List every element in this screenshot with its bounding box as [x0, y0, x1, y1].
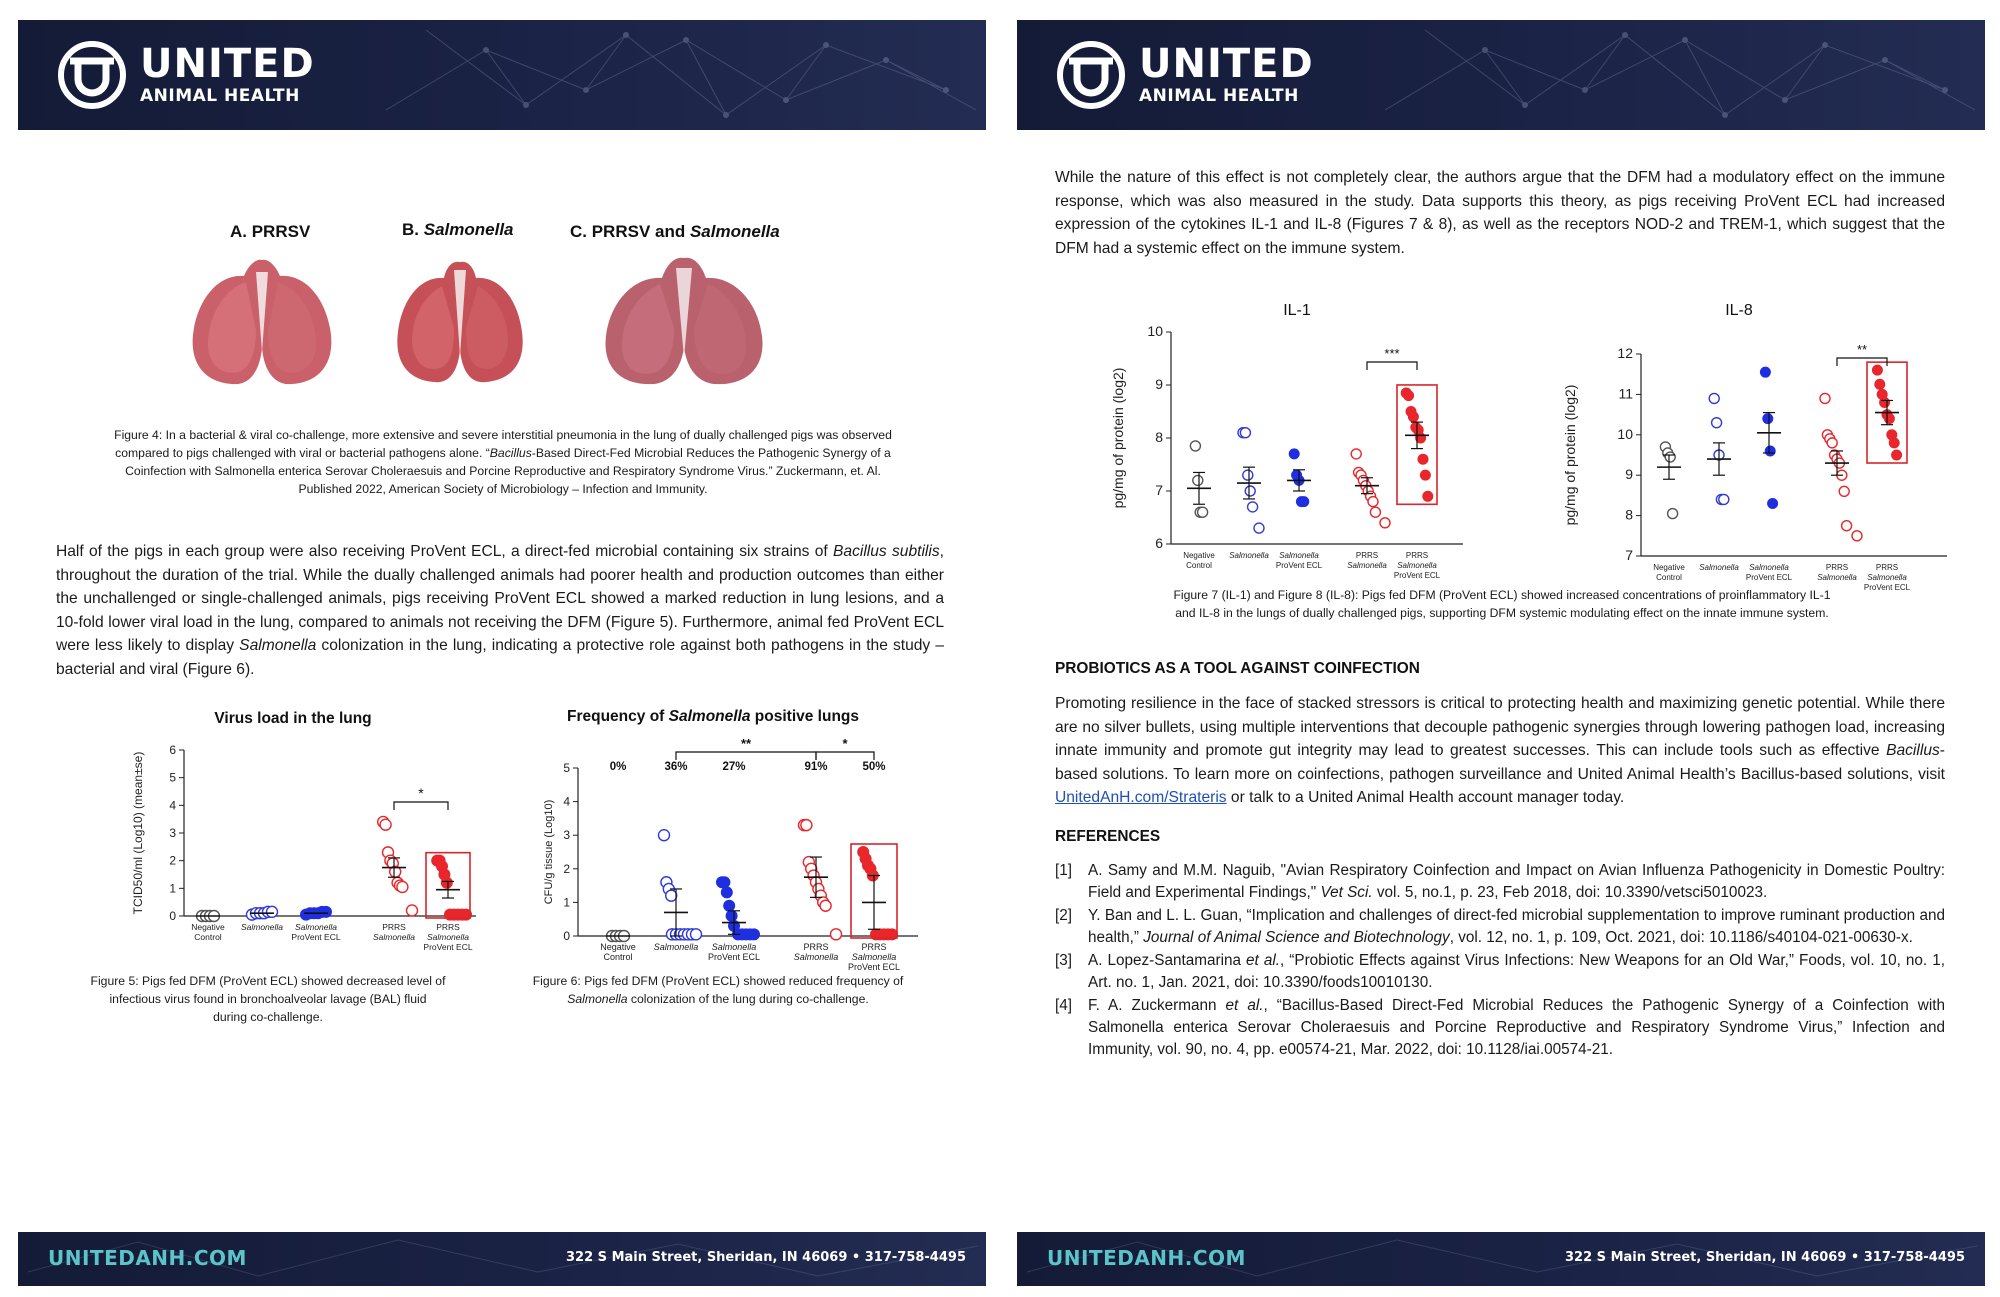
y-tick-label: 12 [1617, 345, 1633, 361]
data-point [1240, 428, 1250, 438]
data-point [1198, 507, 1208, 517]
category-label: Salmonella [653, 942, 699, 952]
y-tick-label: 7 [1155, 482, 1163, 498]
category-label: PRRS [861, 942, 887, 952]
figure-4-caption: Figure 4: In a bacterial & viral co-challenge, more extensive and severe interstitial pneumonia in the lung of dually challenged pigs was observed compared to pigs challenged with viral or bacterial pathogens alone. “Bacillus-Based Direct-Fed Microbial Reduces the Pathogenic Synergy of a Coinfection with Salmonella enterica Serovar Choleraesuis and Porcine Reproductive and Respiratory Syndrome Virus.” Zuckermann, et. Al. Published 2022, American Society of Microbiology – Infection and Immunity. [114, 428, 892, 496]
significance-label: * [418, 785, 424, 801]
data-point [397, 881, 408, 892]
y-tick-label: 0 [563, 929, 570, 943]
brand-name: UNITED [140, 41, 315, 87]
percent-label: 0% [609, 761, 627, 773]
footer-url-link[interactable]: UNITEDANH.COM [1047, 1246, 1246, 1270]
data-point [1254, 523, 1264, 533]
category-label: ProVent ECL [291, 932, 341, 942]
y-tick-label: 4 [563, 794, 570, 809]
y-tick-label: 9 [1155, 376, 1163, 392]
strateris-link[interactable]: UnitedAnH.com/Strateris [1055, 789, 1227, 806]
significance-label: ** [1856, 342, 1868, 357]
y-tick-label: 9 [1625, 466, 1633, 483]
data-point [724, 900, 735, 911]
category-label: ProVent ECL [1275, 561, 1323, 570]
y-tick-label: 6 [169, 743, 176, 757]
data-point [1760, 367, 1770, 377]
chart-title-il1: IL-1 [1283, 302, 1311, 319]
y-axis-label: TCID50/ml (Log10) (mean±se) [131, 751, 145, 915]
data-point [321, 906, 332, 917]
data-point [831, 929, 842, 940]
figure-5-caption: Figure 5: Pigs fed DFM (ProVent ECL) showed decreased level of infectious virus found in bronchoalveolar lavage (BAL) fluid during co-challenge. [90, 974, 446, 1024]
data-point [691, 929, 702, 940]
percent-label: 36% [664, 761, 688, 773]
footer [18, 1232, 986, 1286]
data-point [1709, 393, 1719, 403]
left-body-paragraph: Half of the pigs in each group were also receiving ProVent ECL, a direct-fed microbial containing six strains of Bacillus subtilis, throughout the duration of the trial. While the dually challenged animals had poorer health and production outcomes than either the unchallenged or single-challenged animals, pigs receiving ProVent ECL showed a marked reduction in lung lesions, and a 10-fold lower viral load in the lung, compared to animals not receiving the DFM (Figure 5). Furthermore, animal fed ProVent ECL were less likely to display Salmonella colonization in the lung, indicating a protective role against both pathogens in the study – bacterial and viral (Figure 6). [56, 543, 945, 678]
data-point [1842, 521, 1852, 531]
y-tick-label: 3 [563, 828, 570, 843]
category-label: Control [194, 932, 222, 942]
y-tick-label: 1 [563, 895, 570, 910]
logo-mark-icon [56, 39, 128, 111]
data-point [721, 887, 732, 898]
category-label: ProVent ECL [1393, 571, 1441, 580]
brand-name: UNITED [1139, 41, 1314, 87]
category-label: Negative [600, 942, 636, 952]
y-tick-label: 2 [169, 853, 176, 868]
category-label: Control [1186, 561, 1212, 570]
y-tick-label: 5 [169, 770, 176, 785]
data-point [820, 900, 831, 911]
data-point [1245, 486, 1255, 496]
category-label: ProVent ECL [707, 952, 761, 962]
data-point [659, 830, 670, 841]
category-label: Salmonella [240, 922, 284, 932]
category-label: PRRS [382, 922, 406, 932]
figure-7-8-caption: Figure 7 (IL-1) and Figure 8 (IL-8): Pigs fed DFM (ProVent ECL) showed increased concentrations of proinflammatory IL-1 and IL-8 in the lungs of dually challenged pigs, supporting DFM systemic modulating effect on the innate immune system. [1173, 588, 1831, 620]
y-tick-label: 2 [563, 861, 570, 876]
brand-logo[interactable] [56, 38, 315, 112]
page-right [1017, 20, 1985, 1290]
category-label: ProVent ECL [1745, 573, 1793, 582]
lung-label-a: A. PRRSV [230, 222, 311, 241]
data-point [1370, 507, 1380, 517]
percent-label: 50% [862, 761, 886, 773]
references-list [1055, 860, 1945, 1062]
data-point [267, 906, 278, 917]
lung-label-c: C. PRRSV and Salmonella [570, 222, 780, 241]
data-point [801, 820, 812, 831]
category-label: PRRS [1355, 551, 1379, 560]
data-point [1193, 475, 1203, 485]
y-tick-label: 5 [563, 761, 570, 775]
significance-bracket [1367, 362, 1417, 370]
data-point [666, 890, 677, 901]
y-tick-label: 11 [1618, 385, 1633, 402]
y-tick-label: 10 [1617, 425, 1633, 442]
data-point [1875, 379, 1885, 389]
logo-mark-icon [1055, 39, 1127, 111]
chart-il1 [1107, 310, 1507, 596]
data-point [1668, 509, 1678, 519]
lung-image-prrsv [186, 252, 338, 390]
data-point [1839, 486, 1849, 496]
category-label: Control [1656, 573, 1682, 582]
chart-il8 [1557, 320, 1957, 606]
data-point [1852, 531, 1862, 541]
data-point [1827, 438, 1837, 448]
section-paragraph: Promoting resilience in the face of stacked stressors is critical to protecting health and maximizing genetic potential. While there are no silver bullets, using multiple interventions that decouple pathogenic synergies through lowering pathogen load, increasing innate immunity and promote gut integrity may lead to greatest successes. This can include tools such as effective Bacillus-based solutions. To learn more on coinfections, pathogen surveillance and United Animal Health’s Bacillus-based solutions, visit UnitedAnH.com/Strateris or talk to a United Animal Health account manager today. [1055, 695, 1945, 806]
data-point [1892, 450, 1902, 460]
footer-address: 322 S Main Street, Sheridan, IN 46069 • 317-758-4495 [566, 1250, 966, 1265]
data-point [1763, 414, 1773, 424]
data-point [1765, 446, 1775, 456]
data-point [1368, 497, 1378, 507]
significance-label: * [842, 736, 848, 751]
y-tick-label: 7 [1625, 547, 1633, 563]
significance-bracket [394, 802, 448, 810]
brand-subname: ANIMAL HEALTH [1139, 86, 1299, 106]
data-point [749, 929, 760, 940]
data-point [380, 819, 391, 830]
percent-label: 91% [804, 761, 828, 773]
lung-image-prrsv-salmonella [596, 248, 772, 390]
data-point [1665, 452, 1675, 462]
chart-title-salmonella-frequency: Frequency of Salmonella positive lungs [567, 708, 859, 725]
category-label: Salmonella [372, 932, 416, 942]
y-tick-label: 1 [169, 881, 176, 896]
header [1017, 20, 1985, 130]
reference-item: [2] Y. Ban and L. L. Guan, “Implication and challenges of direct-fed microbial supplementation to improve ruminant production and health,” Journal of Animal Science and Biotechnology, vol. 12, no. 1, p. 109, Oct. 2021, doi: 10.1186/s40104-021-00630-x. [1055, 907, 1945, 946]
category-label: Control [603, 952, 633, 962]
y-tick-label: 0 [169, 909, 176, 923]
category-label: Salmonella [1867, 573, 1907, 582]
y-tick-label: 10 [1147, 323, 1163, 339]
category-label: Negative [191, 922, 225, 932]
brand-subname: ANIMAL HEALTH [140, 86, 300, 106]
header [18, 20, 986, 130]
data-point [1712, 418, 1722, 428]
y-tick-label: 4 [169, 798, 176, 813]
category-label: Salmonella [1279, 551, 1319, 560]
data-point [1408, 412, 1418, 422]
data-point [1420, 470, 1430, 480]
right-intro-paragraph: While the nature of this effect is not completely clear, the authors argue that the DFM had a modulatory effect on the immune response, which was also measured in the study. Data supports this theory, as pigs receiving ProVent ECL had increased expression of the cytokines IL-1 and IL-8 (Figures 7 & 8), as well as the receptors NOD-2 and TREM-1, which suggest that the DFM had a systemic effect on the immune system. [1055, 169, 1945, 257]
category-label: Salmonella [1817, 573, 1857, 582]
category-label: Salmonella [426, 932, 470, 942]
category-label: Salmonella [793, 952, 839, 962]
data-point [1884, 414, 1894, 424]
lung-image-salmonella [390, 252, 530, 390]
data-point [1768, 498, 1778, 508]
footer-url-link[interactable]: UNITEDANH.COM [48, 1246, 247, 1270]
significance-bracket [816, 752, 874, 760]
y-tick-label: 3 [169, 826, 176, 840]
category-label: Salmonella [1749, 563, 1789, 572]
data-point [1418, 454, 1428, 464]
y-axis-label: CFU/g tissue (Log10) [543, 799, 555, 905]
category-label: PRRS [1825, 563, 1849, 572]
y-tick-label: 8 [1155, 429, 1163, 445]
data-point [1719, 494, 1729, 504]
category-label: ProVent ECL [847, 962, 901, 972]
chart-title-il8: IL-8 [1725, 302, 1753, 319]
y-tick-label: 6 [1155, 535, 1163, 551]
chart-virus-load [126, 726, 476, 976]
reference-item: [1] A. Samy and M.M. Naguib, "Avian Respiratory Coinfection and Impact on Avian Influenza Pathogenicity in Domestic Poultry: Field and Experimental Findings," Vet Sci. vol. 5, no.1, p. 23, Feb 2018, doi: 10.3390/vetsci5010023. [1055, 862, 1945, 901]
category-label: Salmonella [294, 922, 338, 932]
footer [1017, 1232, 1985, 1286]
chart-title-virus-load: Virus load in the lung [214, 710, 372, 727]
category-label: ProVent ECL [423, 942, 473, 952]
category-label: ProVent ECL [1863, 583, 1911, 592]
reference-item: [4] F. A. Zuckermann et al., “Bacillus-Based Direct-Fed Microbial Reduces the Pathogenic Synergy of a Coinfection with Salmonella enterica Serovar Choleraesuis and Porcine Reproductive and Respiratory Syndrome Virus,” Infection and Immunity, vol. 90, no. 4, pp. e00574-21, Mar. 2022, doi: 10.1128/iai.00574-21. [1055, 997, 1945, 1058]
data-point [1351, 449, 1361, 459]
section-heading: PROBIOTICS AS A TOOL AGAINST COINFECTION [1055, 660, 1420, 677]
network-pattern [1365, 20, 1985, 130]
category-label: Negative [1183, 551, 1215, 560]
category-label: Salmonella [1229, 551, 1269, 560]
data-point [1248, 502, 1258, 512]
significance-bracket [676, 752, 816, 760]
data-point [719, 877, 730, 888]
significance-label: *** [1384, 346, 1400, 361]
data-point [1880, 397, 1890, 407]
figure-6-caption: Figure 6: Pigs fed DFM (ProVent ECL) showed reduced frequency of Salmonella colonization of the lung during co-challenge. [532, 974, 904, 1006]
category-label: Salmonella [1699, 563, 1739, 572]
percent-label: 27% [722, 761, 746, 773]
network-pattern [366, 20, 986, 130]
category-label: PRRS [803, 942, 829, 952]
chart-salmonella-frequency [538, 726, 918, 980]
references-heading: REFERENCES [1055, 828, 1161, 845]
category-label: PRRS [1405, 551, 1429, 560]
data-point [1872, 365, 1882, 375]
reference-item: [3] A. Lopez-Santamarina et al., “Probiotic Effects against Virus Infections: New Weapons for an Old War,” Foods, vol. 10, no. 1, Art. no. 1, Jan. 2021, doi: 10.3390/foods10010130. [1055, 952, 1945, 991]
category-label: Salmonella [1397, 561, 1437, 570]
data-point [1190, 441, 1200, 451]
data-point [1423, 491, 1433, 501]
data-point [1289, 449, 1299, 459]
category-label: Salmonella [851, 952, 897, 962]
category-label: PRRS [436, 922, 460, 932]
brand-logo[interactable] [1055, 38, 1314, 112]
data-point [407, 905, 418, 916]
page-left [18, 20, 986, 1290]
data-point [1380, 518, 1390, 528]
y-tick-label: 8 [1625, 506, 1633, 523]
data-point [1299, 497, 1309, 507]
data-point [1889, 438, 1899, 448]
y-axis-label: pg/mg of protein (log2) [1110, 367, 1126, 509]
data-point [441, 877, 452, 888]
category-label: Salmonella [711, 942, 757, 952]
data-point [1243, 470, 1253, 480]
footer-address: 322 S Main Street, Sheridan, IN 46069 • 317-758-4495 [1565, 1250, 1965, 1265]
category-label: Salmonella [1347, 561, 1387, 570]
category-label: PRRS [1875, 563, 1899, 572]
y-axis-label: pg/mg of protein (log2) [1562, 384, 1578, 526]
category-label: Negative [1653, 563, 1685, 572]
lung-label-b: B. Salmonella [402, 220, 514, 239]
significance-label: ** [740, 736, 752, 751]
data-point [726, 910, 737, 921]
data-point [1404, 391, 1414, 401]
data-point [1820, 393, 1830, 403]
